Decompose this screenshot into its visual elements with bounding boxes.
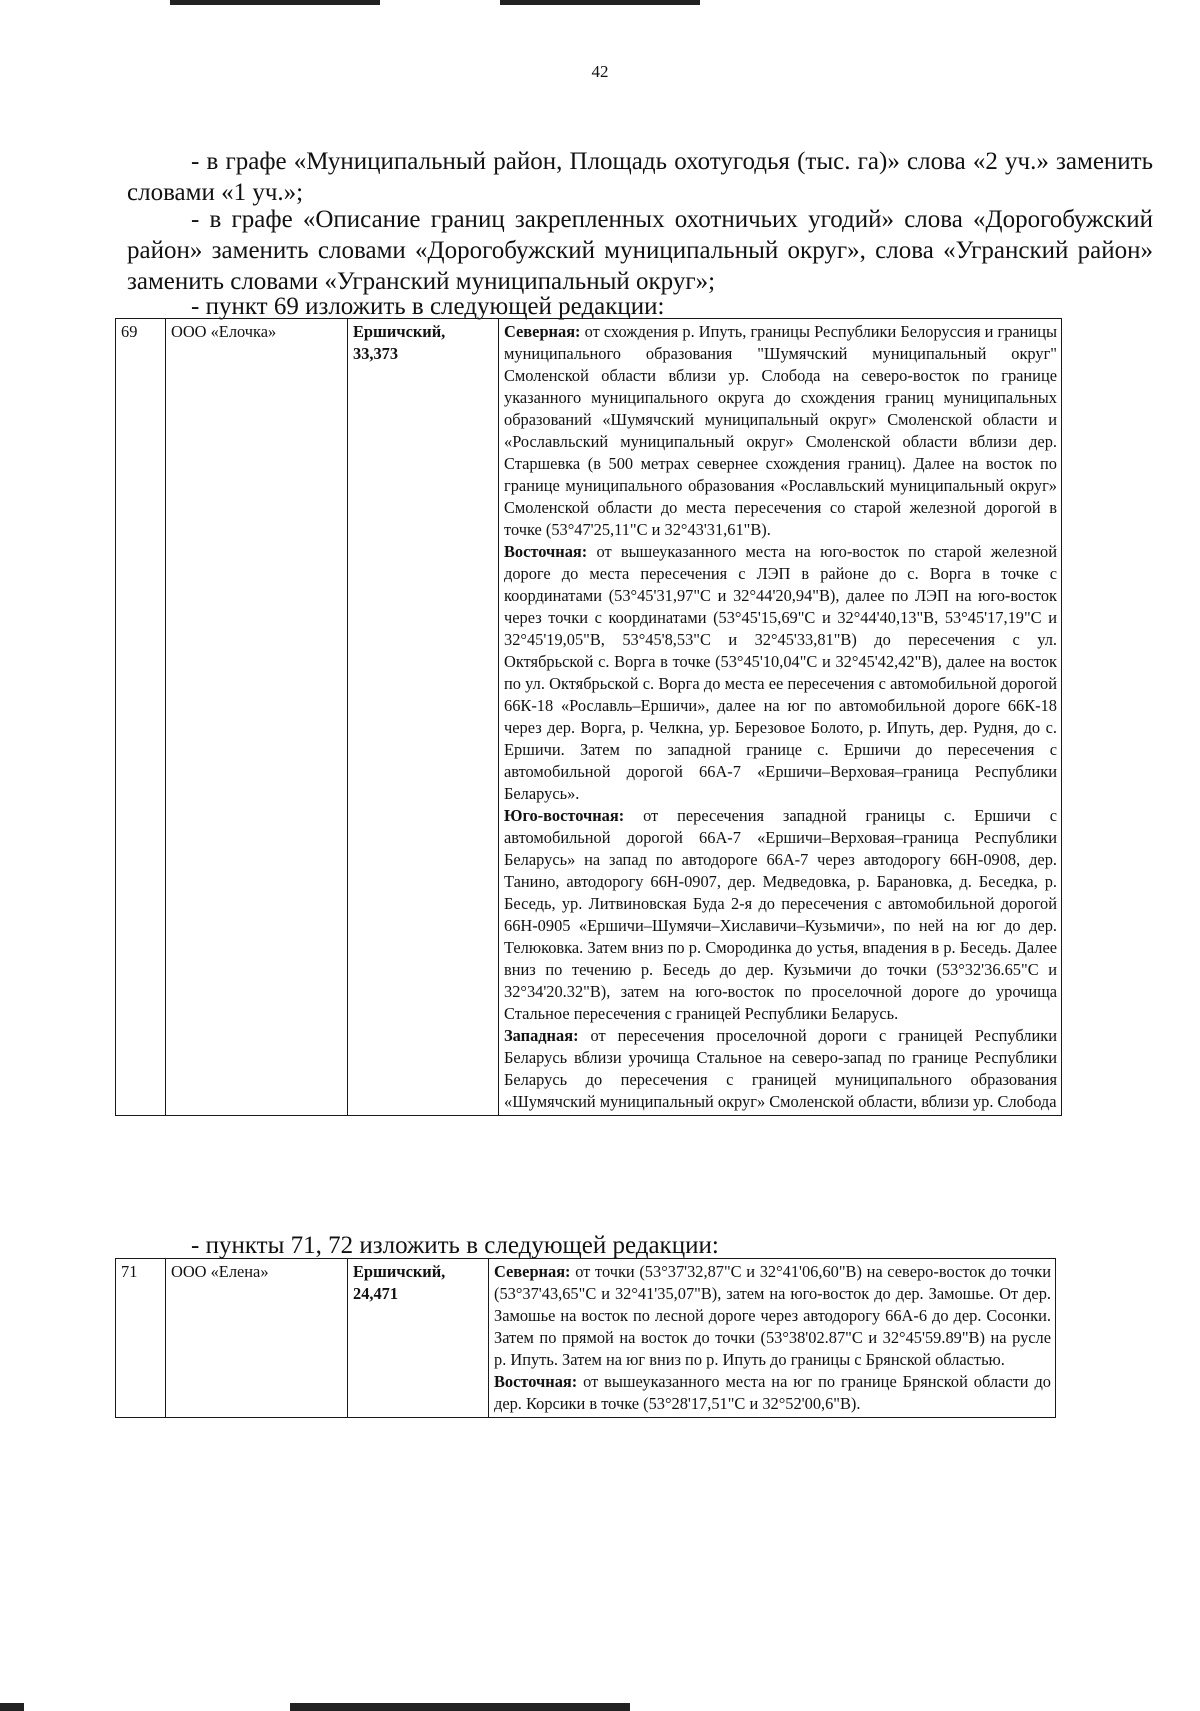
section-text: от вышеуказанного места на юго-восток по старой железной дороге до места пересечения с ЛЭП в районе до с. Ворга в точке с координатами (53°45'31,97"С и 32°44'20,94"В), далее по ЛЭП на юго-восток через точки с координатами (53°45'15,69"С и 32°44'40,13"В, 53°45'17,19"С и 32°45'19,05"В, 53°45'8,53"С и 32°45'33,81"В) до пересечения с ул. Октябрьской с. Ворга в точке (53°45'10,04"С и 32°45'42,42"В), далее на восток по ул. Октябрьской с. Ворга до места ее пересечения с автомобильной дорогой 66К-18 «Рославль–Ершичи», далее на юг по автомобильной дороге 66К-18 через дер. Ворга, р. Челкна, ур. Березовое Болото, р. Ипуть, дер. Рудня, до с. Ершичи. Затем по западной границе с. Ершичи до пересечения с автомобильной дорогой 66А-7 «Ершичи–Верховая–граница Республики Беларусь». [504,542,1057,803]
boundary-west [504,1025,1057,1113]
boundary-north [504,321,1057,541]
district-area [348,1259,489,1418]
section-label: Восточная: [494,1372,578,1391]
table-row [116,1259,1056,1418]
boundary-east [504,541,1057,805]
scan-artifact-top [500,0,700,5]
organization-name: ООО «Елена» [166,1259,348,1418]
district-name: Ершичский, [353,1262,446,1281]
organization-name: ООО «Елочка» [166,319,348,1116]
section-text: от схождения р. Ипуть, границы Республики Белоруссия и границы муниципального образования "Шумячский муниципальный округ" Смоленской области вблизи ур. Слобода на северо-восток по границе указанного муниципального округа до схождения границ муниципальных образований «Шумячский муниципальный округ» Смоленской области и «Рославльский муниципальный округ» Смоленской области вблизи дер. Старшевка (в 500 метрах севернее схождения границ). Далее на восток по границе муниципального образования «Рославльский муниципальный округ» Смоленской области до места пересечения со старой железной дорогой в точке (53°47'25,11"С и 32°43'31,61"В). [504,322,1057,539]
scan-artifact-bottom [290,1703,630,1711]
item-number: 71 [116,1259,166,1418]
area-value: 24,471 [353,1284,399,1303]
item-number: 69 [116,319,166,1116]
section-text: от пересечения западной границы с. Ершичи с автомобильной дорогой 66А-7 «Ершичи–Верховая–граница Республики Беларусь» на запад по автодороге 66А-7 через автодорогу 66Н-0908, дер. Танино, автодорогу 66Н-0907, дер. Медведовка, р. Барановка, д. Беседка, р. Беседь, ур. Литвиновская Буда 2-я до пересечения с автомобильной дорогой 66Н-0905 «Ершичи–Шумячи–Хиславичи–Кузьмичи», по ней на юг до дер. Телюковка. Затем вниз по р. Смородинка до устья, впадения в р. Беседь. Далее вниз по течению р. Беседь до дер. Кузьмичи до точки (53°32'36.65"С и 32°34'20.32"В), затем на юго-восток по проселочной дороге до урочища Стальное пересечения с границей Республики Беларусь. [504,806,1057,1023]
boundary-description [489,1259,1056,1418]
section-label: Северная: [494,1262,571,1281]
table-item-71 [115,1258,1056,1418]
paragraph-amendment-1: - в графе «Муниципальный район, Площадь охотугодья (тыс. га)» слова «2 уч.» заменить словами «1 уч.»; [127,148,1153,206]
boundary-southeast [504,805,1057,1025]
heading-items-71-72: - пункты 71, 72 изложить в следующей редакции: [191,1232,719,1259]
table-row [116,319,1062,1116]
boundary-north [494,1261,1051,1371]
boundary-description [499,319,1062,1116]
section-label: Восточная: [504,542,588,561]
section-label: Юго-восточная: [504,806,625,825]
section-text: от вышеуказанного места на юг по границе Брянской области до дер. Корсики в точке (53°28'17,51"С и 32°52'00,6"В). [494,1372,1051,1413]
paragraph-amendment-2: - в графе «Описание границ закрепленных охотничьих угодий» слова «Дорогобужский район» заменить словами «Дорогобужский муниципальный округ», слова «Угранский район» заменить словами «Угранский муниципальный округ»; [127,206,1153,295]
scan-artifact-bottom [0,1703,24,1711]
district-area [348,319,499,1116]
section-text: от точки (53°37'32,87"С и 32°41'06,60"В) на северо-восток до точки (53°37'43,65"С и 32°41'35,07"В), затем на юго-восток до дер. Замошье. От дер. Замошье на восток по лесной дороге через автодорогу 66А-6 до дер. Сосонки. Затем по прямой на восток до точки (53°38'02.87"С и 32°45'59.89"В) на русле р. Ипуть. Затем на юг вниз по р. Ипуть до границы с Брянской областью. [494,1262,1051,1369]
heading-item-69: - пункт 69 изложить в следующей редакции: [191,293,665,320]
district-name: Ершичский, [353,322,446,341]
section-label: Западная: [504,1026,579,1045]
section-text: от пересечения проселочной дороги с границей Республики Беларусь вблизи урочища Стальное на северо-запад по границе Республики Беларусь до пересечения с границей муниципального образования «Шумячский муниципальный округ» Смоленской области, вблизи ур. Слобода [504,1026,1057,1111]
table-item-69 [115,318,1062,1116]
boundary-east [494,1371,1051,1415]
area-value: 33,373 [353,344,399,363]
page-number: 42 [591,62,609,81]
section-label: Северная: [504,322,581,341]
scan-artifact-top [170,0,380,5]
